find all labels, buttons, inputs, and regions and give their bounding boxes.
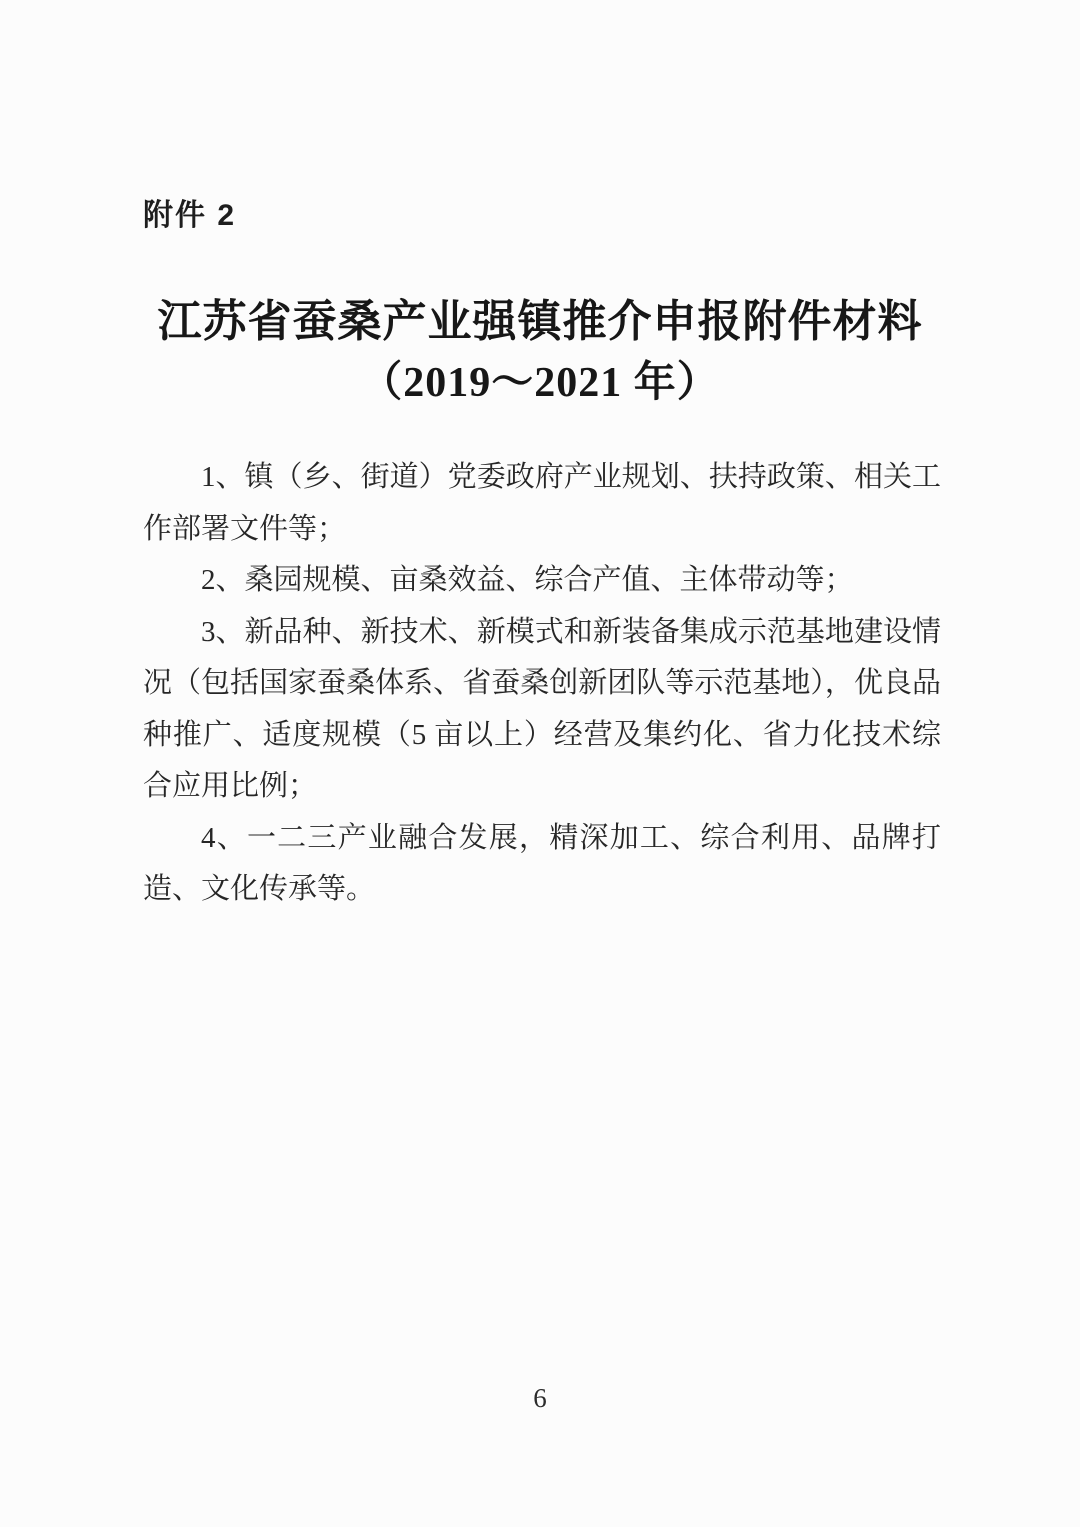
document-title-line2: （2019～2021 年） xyxy=(360,360,720,406)
attachment-label: 附件 2 xyxy=(143,199,237,232)
paragraph-2: 2、桑园规模、亩桑效益、综合产值、主体带动等； xyxy=(201,564,854,596)
document-title xyxy=(0,291,1080,413)
paragraph-1: 1、镇（乡、街道）党委政府产业规划、扶持政策、相关工作部署文件等； xyxy=(143,461,941,545)
paragraph-3: 3、新品种、新技术、新模式和新装备集成示范基地建设情况（包括国家蚕桑体系、省蚕桑创新团队等示范基地），优良品种推广、适度规模（5 亩以上）经营及集约化、省力化技术综合应用比例； xyxy=(143,615,941,802)
document-title-line1: 江苏省蚕桑产业强镇推介申报附件材料 xyxy=(157,297,923,346)
document-body xyxy=(143,452,941,916)
paragraph-4: 4、一二三产业融合发展，精深加工、综合利用、品牌打造、文化传承等。 xyxy=(143,821,941,905)
page-number: 6 xyxy=(533,1383,547,1413)
